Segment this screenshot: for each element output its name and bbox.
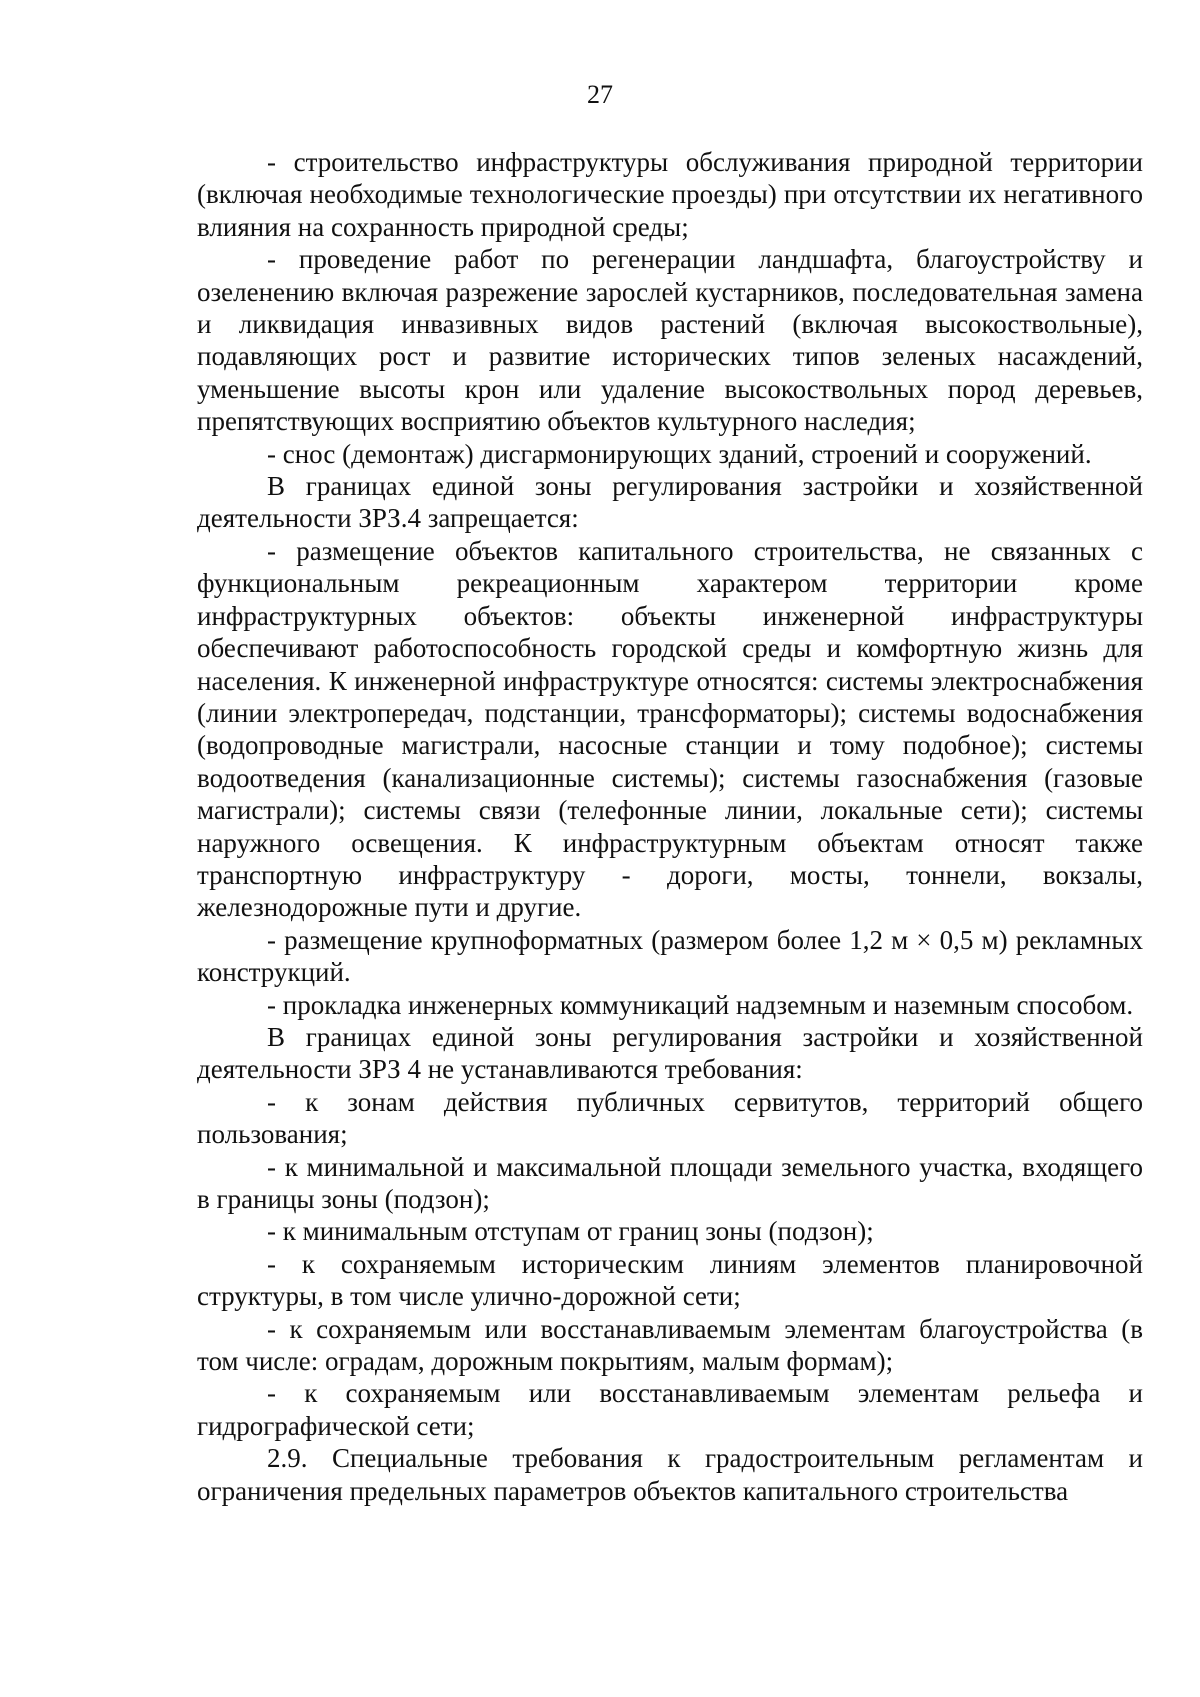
- page-number: 27: [587, 80, 613, 109]
- paragraph-setbacks: - к минимальным отступам от границ зоны (подзон);: [267, 1216, 874, 1247]
- paragraph-section-2-9: 2.9. Специальные требования к градостроительным регламентам и ограничения предельных параметров объектов капитального строительства: [197, 1443, 1143, 1506]
- paragraph-demolition: - снос (демонтаж) дисгармонирующих зданий, строений и сооружений.: [267, 438, 1092, 469]
- paragraph-landscape-regeneration: - проведение работ по регенерации ландшафта, благоустройству и озеленению включая разрежение зарослей кустарников, последовательная замена и ликвидация инвазивных видов растений (включая высокоствольные), подавляющих рост и развитие исторических типов зеленых насаждений, уменьшение высоты крон или удаление высокоствольных пород деревьев, препятствующих восприятию объектов культурного наследия;: [197, 244, 1143, 437]
- paragraph-infrastructure: - строительство инфраструктуры обслуживания природной территории (включая необходимые технологические проезды) при отсутствии их негативного влияния на сохранность природной среды;: [197, 147, 1143, 242]
- paragraph-zrz4-prohibited-intro: В границах единой зоны регулирования застройки и хозяйственной деятельности ЗРЗ.4 запрещается:: [197, 471, 1143, 534]
- paragraph-advertising: - размещение крупноформатных (размером более 1,2 м × 0,5 м) рекламных конструкций.: [197, 924, 1143, 988]
- paragraph-relief-hydrography: - к сохраняемым или восстанавливаемым элементам рельефа и гидрографической сети;: [197, 1378, 1143, 1441]
- document-body: [197, 146, 1143, 1507]
- paragraph-public-easements: - к зонам действия публичных сервитутов, территорий общего пользования;: [197, 1086, 1143, 1150]
- paragraph-zrz4-requirements-intro: В границах единой зоны регулирования застройки и хозяйственной деятельности ЗРЗ 4 не устанавливаются требования:: [197, 1021, 1143, 1085]
- paragraph-historic-lines: - к сохраняемым историческим линиям элементов планировочной структуры, в том числе улично-дорожной сети;: [197, 1248, 1143, 1312]
- paragraph-capital-construction: - размещение объектов капитального строительства, не связанных с функциональным рекреационным характером территории кроме инфраструктурных объектов: объекты инженерной инфраструктуры обеспечивают работоспособность городской среды и комфортную жизнь для населения. К инженерной инфраструктуре относятся: системы электроснабжения (линии электропередач, подстанции, трансформаторы); системы водоснабжения (водопроводные магистрали, насосные станции и тому подобное); системы водоотведения (канализационные системы); системы газоснабжения (газовые магистрали); системы связи (телефонные линии, локальные сети); системы наружного освещения. К инфраструктурным объектам относят также транспортную инфраструктуру - дороги, мосты, тоннели, вокзалы, железнодорожные пути и другие.: [197, 535, 1143, 923]
- paragraph-landscaping-elements: - к сохраняемым или восстанавливаемым элементам благоустройства (в том числе: оградам, дорожным покрытиям, малым формам);: [197, 1313, 1143, 1377]
- paragraph-plot-area: - к минимальной и максимальной площади земельного участка, входящего в границы зоны (подзон);: [197, 1151, 1143, 1214]
- paragraph-utilities: - прокладка инженерных коммуникаций надземным и наземным способом.: [267, 989, 1134, 1020]
